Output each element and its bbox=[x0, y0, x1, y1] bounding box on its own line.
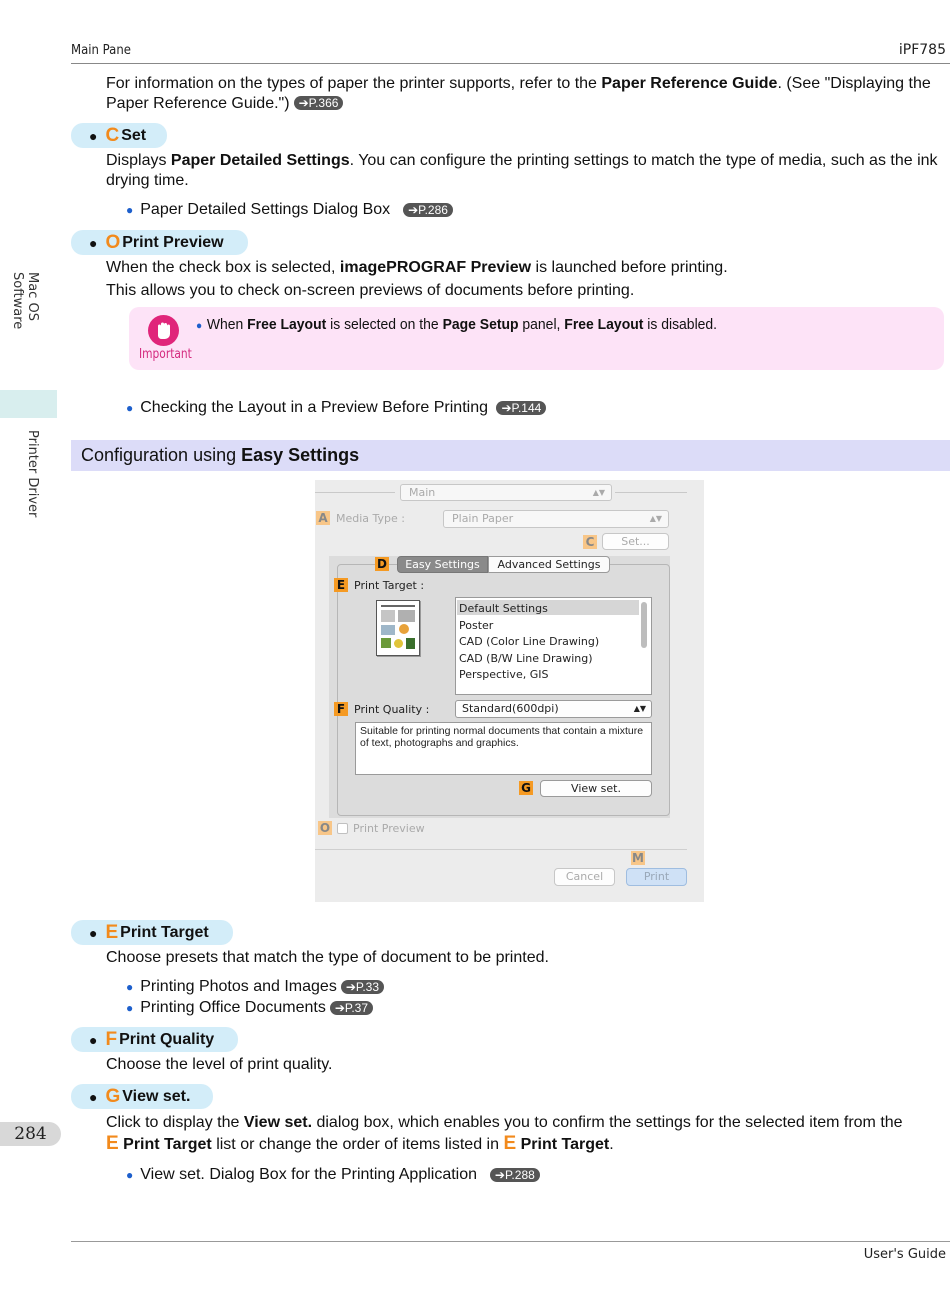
list-item[interactable]: Perspective, GIS bbox=[459, 668, 549, 682]
callout-tag-a: A bbox=[316, 511, 330, 525]
header-divider bbox=[71, 63, 950, 64]
set-button[interactable]: Set... bbox=[602, 533, 669, 550]
print-dialog-screenshot bbox=[315, 480, 704, 902]
header-model: iPF785 bbox=[898, 42, 946, 58]
tab-easy-settings[interactable]: Easy Settings bbox=[397, 556, 488, 573]
callout-tag-e: E bbox=[334, 578, 348, 592]
tab-advanced-settings[interactable]: Advanced Settings bbox=[488, 556, 610, 573]
view-set-button[interactable]: View set. bbox=[540, 780, 652, 797]
callout-tag-g: G bbox=[519, 781, 533, 795]
intro-paragraph: For information on the types of paper the printer supports, refer to the Paper Reference Guide. (See "Displaying the Paper Reference Guide.") ➔P.366 bbox=[106, 75, 931, 112]
item-o-sub-link: ● Checking the Layout in a Preview Before Printing ➔P.144 bbox=[126, 398, 546, 418]
pane-select[interactable]: Main ▲▼ bbox=[400, 484, 612, 501]
page-number: 284 bbox=[0, 1122, 61, 1146]
callout-tag-d: D bbox=[375, 557, 389, 571]
callout-tag-m: M bbox=[632, 851, 644, 865]
media-type-label: Media Type : bbox=[336, 512, 406, 525]
side-tab-mac-os-software[interactable]: Mac OS Software bbox=[10, 272, 40, 330]
important-label: Important bbox=[139, 347, 192, 362]
item-heading-g-view-set: ● G View set. bbox=[71, 1084, 213, 1109]
item-e-sub-link-2: ● Printing Office Documents ➔P.37 bbox=[126, 998, 373, 1018]
cancel-button[interactable]: Cancel bbox=[554, 868, 615, 886]
page-ref-link[interactable]: ➔P.288 bbox=[490, 1168, 540, 1182]
item-o-description-2: This allows you to check on-screen previews of documents before printing. bbox=[106, 282, 635, 299]
page-ref-link[interactable]: ➔P.37 bbox=[330, 1001, 373, 1015]
callout-tag-o: O bbox=[319, 821, 331, 835]
hand-stop-icon bbox=[148, 315, 179, 346]
callout-letter: F bbox=[105, 1028, 118, 1050]
list-item[interactable]: CAD (Color Line Drawing) bbox=[459, 635, 600, 649]
page-ref-link[interactable]: ➔P.33 bbox=[341, 980, 384, 994]
print-button[interactable]: Print bbox=[626, 868, 687, 886]
callout-letter: C bbox=[105, 124, 120, 146]
side-tab-highlight bbox=[0, 390, 57, 418]
page-ref-link[interactable]: ➔P.366 bbox=[294, 96, 344, 110]
section-heading: Configuration using Easy Settings bbox=[71, 440, 950, 471]
print-preview-checkbox[interactable] bbox=[337, 823, 348, 834]
print-quality-description: Suitable for printing normal documents that contain a mixture of text, photographs and graphics. bbox=[355, 722, 652, 775]
page-ref-link[interactable]: ➔P.144 bbox=[496, 401, 546, 415]
header-section-title: Main Pane bbox=[71, 43, 131, 58]
item-g-description-2: E Print Target list or change the order of items listed in E Print Target. bbox=[106, 1133, 614, 1154]
page-ref-link[interactable]: ➔P.286 bbox=[403, 203, 453, 217]
item-f-description: Choose the level of print quality. bbox=[106, 1056, 333, 1073]
print-quality-label: Print Quality : bbox=[354, 703, 430, 716]
media-type-select[interactable]: Plain Paper ▲▼ bbox=[443, 510, 669, 528]
item-g-sub-link: ● View set. Dialog Box for the Printing Application ➔P.288 bbox=[126, 1165, 540, 1185]
item-c-sub-link: ● Paper Detailed Settings Dialog Box ➔P.286 bbox=[126, 200, 453, 220]
side-tab-printer-driver[interactable]: Printer Driver bbox=[25, 430, 40, 518]
important-note-text: ● When Free Layout is selected on the Page Setup panel, Free Layout is disabled. bbox=[196, 316, 718, 333]
item-o-description: When the check box is selected, imagePROGRAF Preview is launched before printing. bbox=[106, 259, 728, 276]
print-preview-label: Print Preview bbox=[353, 822, 425, 835]
item-e-description: Choose presets that match the type of document to be printed. bbox=[106, 949, 549, 966]
footer-guide: User's Guide bbox=[863, 1247, 946, 1262]
callout-letter: E bbox=[105, 921, 119, 943]
item-heading-o-print-preview: ● O Print Preview bbox=[71, 230, 248, 255]
item-heading-e-print-target: ● E Print Target bbox=[71, 920, 233, 945]
list-item[interactable]: Default Settings bbox=[459, 602, 548, 615]
print-target-list[interactable] bbox=[455, 597, 652, 695]
callout-tag-f: F bbox=[334, 702, 348, 716]
footer-divider bbox=[71, 1241, 950, 1242]
callout-letter: G bbox=[105, 1085, 121, 1107]
callout-tag-c: C bbox=[583, 535, 597, 549]
item-g-description: Click to display the View set. dialog box, which enables you to confirm the settings for the selected item from the bbox=[106, 1114, 903, 1131]
item-heading-f-print-quality: ● F Print Quality bbox=[71, 1027, 238, 1052]
list-item[interactable]: Poster bbox=[459, 618, 494, 632]
callout-letter: O bbox=[105, 231, 121, 253]
item-c-description: Displays Paper Detailed Settings. You can configure the printing settings to match the type of media, such as the ink drying time. bbox=[106, 152, 938, 189]
print-target-thumbnail bbox=[376, 600, 420, 656]
print-quality-select[interactable]: Standard(600dpi) ▲▼ bbox=[455, 700, 652, 718]
list-item[interactable]: CAD (B/W Line Drawing) bbox=[459, 651, 593, 665]
list-scrollbar[interactable] bbox=[641, 602, 647, 648]
item-e-sub-link-1: ● Printing Photos and Images ➔P.33 bbox=[126, 977, 384, 997]
item-heading-c-set: ● C Set bbox=[71, 123, 167, 148]
print-target-label: Print Target : bbox=[354, 579, 425, 592]
